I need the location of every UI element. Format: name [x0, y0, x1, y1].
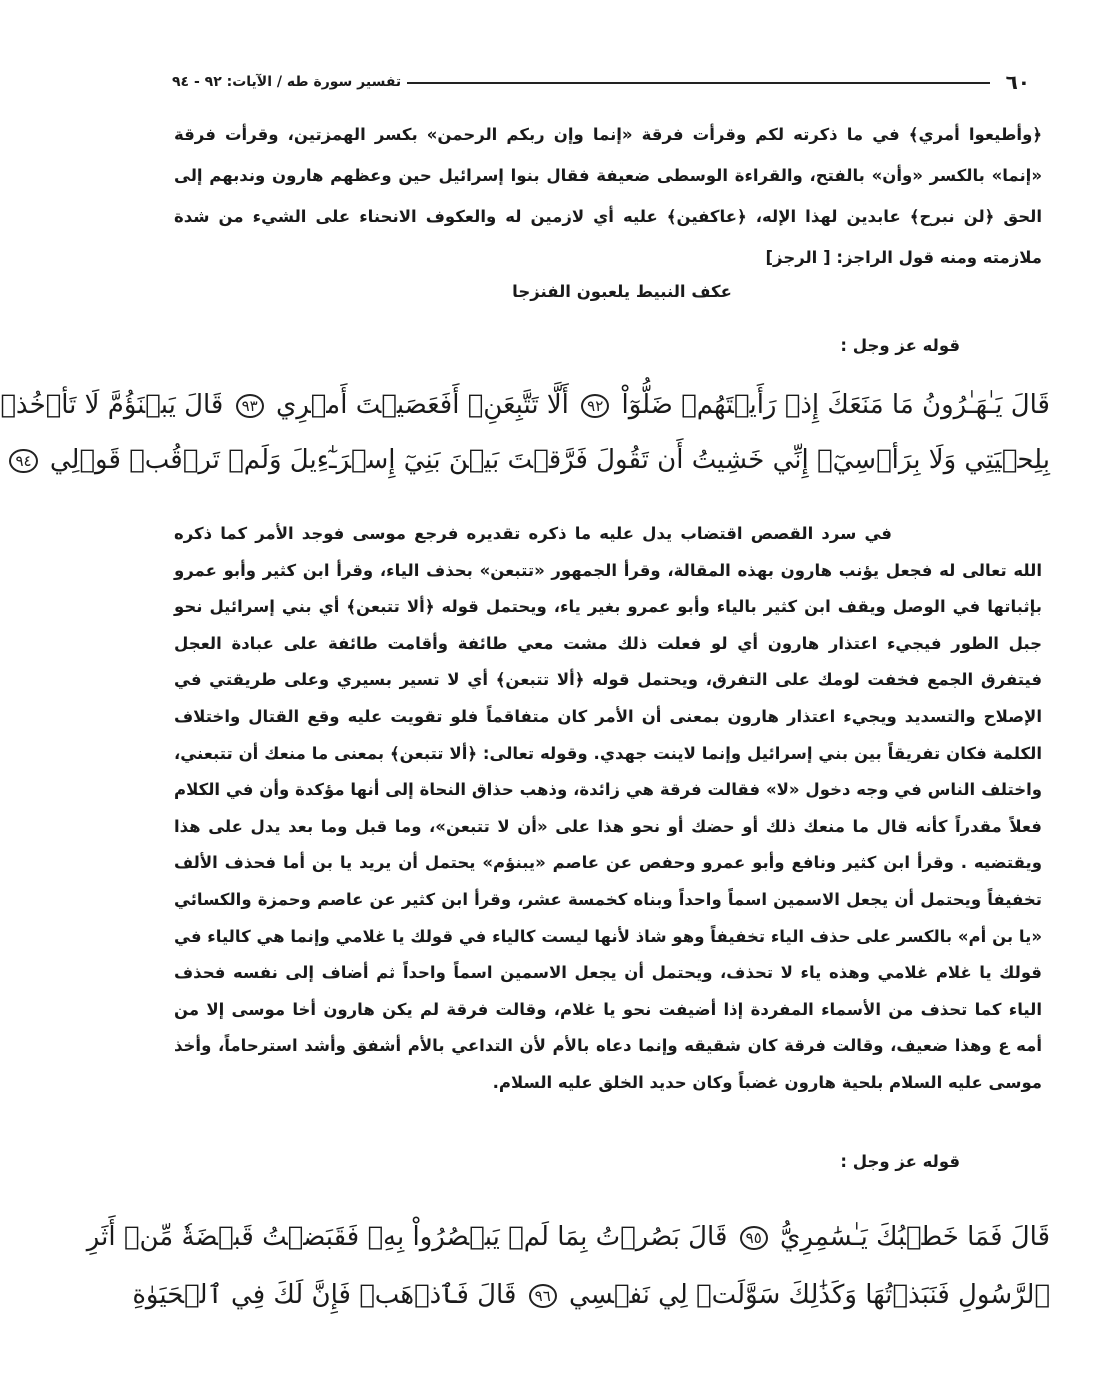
ayah-text: قَالَ فَمَا خَطۡبُكَ يَـٰسَٰمِرِيُّ	[780, 1222, 1050, 1252]
quran-ayah-block-1	[0, 378, 1050, 488]
ayah-text: ٱلرَّسُولِ فَنَبَذۡتُهَا وَكَذَٰلِكَ سَوَّلَتۡ لِي نَفۡسِي	[569, 1280, 1050, 1310]
running-title: تفسير سورة طه / الآيات: ٩٢ - ٩٤	[172, 74, 402, 90]
commentary-paragraph-1: ﴿وأطيعوا أمري﴾ في ما ذكرته لكم وقرأت فرقة «إنما وإن ربكم الرحمن» بكسر الهمزتين، وقرأت فرقة «إنما» بالكسر «وأن» بالفتح، والقراءة الوسطى ضعيفة فقال بنوا إسرائيل حين وعظهم هارون وندبهم إلى الحق ﴿لن نبرح﴾ عابدين لهذا الإله، ﴿عاكفين﴾ عليه أي لازمين له والعكوف الانحناء على الشيء من شدة ملازمته ومنه قول الراجز: [ الرجز]	[174, 125, 1042, 267]
ayah-text: قَالَ يَـٰهَـٰرُونُ مَا مَنَعَكَ إِذۡ رَأَيۡتَهُمۡ ضَلُّوٓاْ	[621, 390, 1050, 420]
page-header	[172, 70, 1030, 94]
ayah-line	[15, 433, 1050, 488]
ayah-text: بِلِحۡيَتِي وَلَا بِرَأۡسِيٓۖ إِنِّي خَشِيتُ أَن تَقُولَ فَرَّقۡتَ بَيۡنَ بَنِيٓ إِسۡرَـٰٓءِيلَ وَلَمۡ تَرۡقُبۡ قَوۡلِي	[49, 445, 1050, 475]
ayah-number-marker: ٩٦	[529, 1284, 557, 1308]
ayah-line	[0, 378, 1050, 433]
commentary-paragraph-2	[174, 516, 1042, 1102]
intro-label-2: قوله عز وجل :	[840, 1152, 960, 1171]
ayah-text: قَالَ يَبۡنَؤُمَّ لَا تَأۡخُذۡ	[0, 390, 224, 420]
header-rule	[407, 82, 989, 84]
quran-ayah-block-2	[86, 1208, 1050, 1324]
poem-verse: عكف النبيط يلعبون الفنزجا	[512, 282, 732, 301]
ayah-line	[132, 1266, 1050, 1324]
ayah-text: أَلَّا تَتَّبِعَنِۖ أَفَعَصَيۡتَ أَمۡرِي	[275, 390, 569, 420]
ayah-number-marker: ٩٣	[236, 394, 264, 418]
paragraph-text: في سرد القصص اقتضاب يدل عليه ما ذكره تقديره فرجع موسى فوجد الأمر كما ذكره الله تعالى له فجعل يؤنب هارون بهذه المقالة، وقرأ الجمهور «تتبعن» بحذف الياء، وقرأ ابن كثير وأبو عمرو بإثباتها في الوصل ويقف ابن كثير بالياء وأبو عمرو بغير ياء، ويحتمل قوله ﴿ألا تتبعن﴾ أي بني إسرائيل نحو جبل الطور فيجيء اعتذار هارون أي لو فعلت ذلك مشت معي طائفة وأقامت طائفة على عبادة العجل فيتفرق الجمع فخفت لومك على التفرق، ويحتمل قوله ﴿ألا تتبعن﴾ أي لا تسير بسيري وعلى طريقتي في الإصلاح والتسديد ويجيء اعتذار هارون بمعنى أن الأمر كان متفاقماً فلو تقويت عليه وقع القتال واختلاف الكلمة فكان تفريقاً بين بني إسرائيل وإنما لاينت جهدي. وقوله تعالى: ﴿ألا تتبعن﴾ بمعنى ما منعك أن تتبعني، واختلف الناس في وجه دخول «لا» فقالت فرقة هي زائدة، وذهب حذاق النحاة إلى أنها مؤكدة وأن في الكلام فعلاً مقدراً كأنه قال ما منعك ذلك أو حضك أو نحو هذا على «أن لا تتبعن»، وما قبل وما بعد يدل على هذا ويقتضيه . وقرأ ابن كثير ونافع وأبو عمرو وحفص عن عاصم «يبنؤم» يحتمل أن يريد يا بن أما فحذف الألف تخفيفاً ويحتمل أن يجعل الاسمين اسماً واحداً وبناه كخمسة عشر، وقرأ ابن كثير عن عاصم وحمزة والكسائي «يا بن أم» بالكسر على حذف الياء تخفيفاً وهو شاذ لأنها ليست كالياء في قولك يا غلامي وإنما هي كالياء في قولك يا غلام غلامي وهذه ياء لا تحذف، ويحتمل أن يجعل الاسمين اسماً واحداً ثم أضاف إلى نفسه فحذف الياء كما تحذف من الأسماء المفردة إذا أضيفت نحو يا غلام، وقالت فرقة لم يكن هارون أخا موسى إلا من أمه ع وهذا ضعيف، وقالت فرقة كان شقيقه وإنما دعاه بالأم لأن التداعي بالأم أشفق وأشد استرحاماً، وأخذ موسى عليه السلام بلحية هارون غضباً وكان حديد الخلق عليه السلام.	[174, 524, 1042, 1092]
ayah-text: قَالَ بَصُرۡتُ بِمَا لَمۡ يَبۡصُرُواْ بِهِۦ فَقَبَضۡتُ قَبۡضَةٗ مِّنۡ أَثَرِ	[86, 1222, 728, 1252]
intro-label-1: قوله عز وجل :	[840, 336, 960, 355]
ayah-line	[86, 1208, 1050, 1266]
ayah-number-marker: ٩٥	[740, 1226, 768, 1250]
ayah-text: قَالَ فَٱذۡهَبۡ فَإِنَّ لَكَ فِي ٱلۡحَيَوٰةِ	[132, 1280, 517, 1310]
ayah-number-marker: ٩٤	[9, 449, 37, 473]
ayah-number-marker: ٩٢	[581, 394, 609, 418]
page-number: ٦٠	[1005, 70, 1030, 94]
